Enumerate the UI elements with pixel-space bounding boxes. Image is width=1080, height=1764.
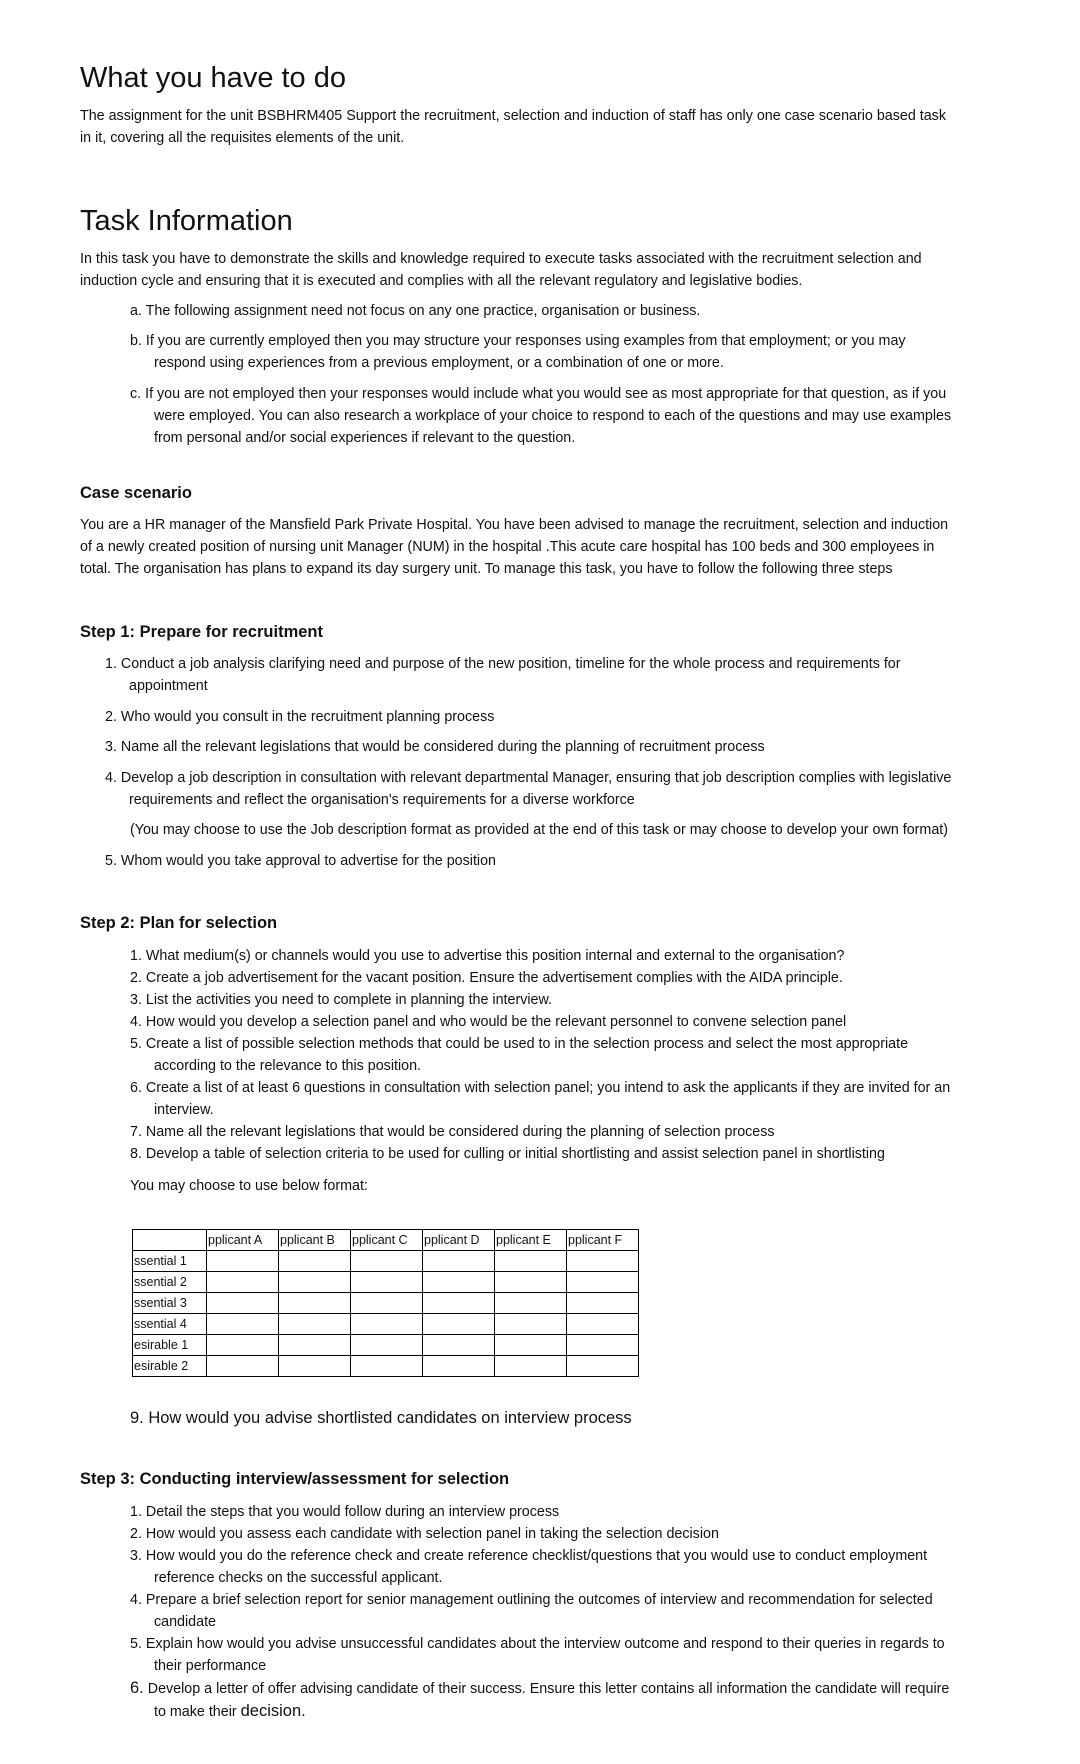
table-cell xyxy=(207,1335,279,1356)
table-cell xyxy=(567,1293,639,1314)
table-row xyxy=(133,1251,639,1272)
step2-item-7: 7. Name all the relevant legislations that would be considered during the planning of selection process xyxy=(130,1124,775,1140)
selection-criteria-table xyxy=(132,1229,639,1377)
table-cell xyxy=(423,1356,495,1377)
step3-item-5: 5. Explain how would you advise unsuccessful candidates about the interview outcome and respond to their queries in regards to their performance xyxy=(130,1636,945,1674)
column-header: pplicant C xyxy=(351,1230,423,1251)
task-info-item-c: c. If you are not employed then your responses would include what you would see as most appropriate for that question, as if you were employed. You can also research a workplace of your choice to respond to each of the questions and may use examples from personal and/or social experiences if relevant to the question. xyxy=(130,386,952,446)
heading-case-scenario: Case scenario xyxy=(80,484,192,502)
table-row xyxy=(133,1314,639,1335)
row-header: esirable 1 xyxy=(133,1335,207,1356)
table-cell xyxy=(423,1251,495,1272)
table-row xyxy=(133,1335,639,1356)
step1-item-3: 3. Name all the relevant legislations that would be considered during the planning of recruitment process xyxy=(105,739,765,755)
step1-item-1: 1. Conduct a job analysis clarifying need and purpose of the new position, timeline for the whole process and requirements for appointment xyxy=(105,656,901,694)
row-header: ssential 2 xyxy=(133,1272,207,1293)
table-cell xyxy=(567,1335,639,1356)
column-header: pplicant A xyxy=(207,1230,279,1251)
step1-item-2: 2. Who would you consult in the recruitment planning process xyxy=(105,709,495,725)
step3-item-1: 1. Detail the steps that you would follow during an interview process xyxy=(130,1504,560,1520)
table-cell xyxy=(423,1335,495,1356)
case-scenario-body: You are a HR manager of the Mansfield Park Private Hospital. You have been advised to manage the recruitment, selection and induction of a newly created position of nursing unit Manager (NUM) in the hospital .This acute care hospital has 100 beds and 300 employees in total. The organisation has plans to expand its day surgery unit. To manage this task, you have to follow the following three steps xyxy=(80,517,949,577)
task-information-body: In this task you have to demonstrate the skills and knowledge required to execute tasks associated with the recruitment selection and induction cycle and ensuring that it is executed and complies with all the relevant regulatory and legislative bodies. xyxy=(80,251,922,289)
row-header: esirable 2 xyxy=(133,1356,207,1377)
format-note: You may choose to use below format: xyxy=(130,1178,368,1194)
table-row xyxy=(133,1272,639,1293)
step1-item-5: 5. Whom would you take approval to advertise for the position xyxy=(105,853,496,869)
table-cell xyxy=(495,1356,567,1377)
table-cell xyxy=(351,1251,423,1272)
step3-list xyxy=(130,1501,1050,1723)
task-info-item-b: b. If you are currently employed then you may structure your responses using examples from that employment; or you may respond using experiences from a previous employment, or a combination of one or more. xyxy=(130,333,906,371)
table-cell xyxy=(279,1356,351,1377)
table-cell xyxy=(423,1272,495,1293)
table-cell xyxy=(567,1314,639,1335)
table-cell xyxy=(279,1293,351,1314)
step3-item-6: 6. Develop a letter of offer advising candidate of their success. Ensure this letter contains all information the candidate will require to make their decision. xyxy=(130,1679,950,1720)
table-row xyxy=(133,1356,639,1377)
column-header: pplicant E xyxy=(495,1230,567,1251)
what-you-have-to-do-body: The assignment for the unit BSBHRM405 Support the recruitment, selection and induction of staff has only one case scenario based task in it, covering all the requisites elements of the unit. xyxy=(80,108,946,146)
step3-item-4: 4. Prepare a brief selection report for senior management outlining the outcomes of interview and recommendation for selected candidate xyxy=(130,1592,933,1630)
step2-item-8: 8. Develop a table of selection criteria to be used for culling or initial shortlisting and assist selection panel in shortlisting xyxy=(130,1146,885,1162)
table-cell xyxy=(567,1272,639,1293)
table-cell xyxy=(495,1272,567,1293)
step2-item-3: 3. List the activities you need to complete in planning the interview. xyxy=(130,992,553,1008)
table-cell xyxy=(207,1272,279,1293)
step2-item-6: 6. Create a list of at least 6 questions in consultation with selection panel; you intend to ask the applicants if they are invited for an interview. xyxy=(130,1080,951,1118)
step2-list xyxy=(130,945,1050,1165)
table-cell xyxy=(351,1272,423,1293)
table-cell xyxy=(495,1251,567,1272)
table-cell xyxy=(423,1314,495,1335)
step2-item-4: 4. How would you develop a selection panel and who would be the relevant personnel to convene selection panel xyxy=(130,1014,847,1030)
table-cell xyxy=(351,1356,423,1377)
table-row xyxy=(133,1293,639,1314)
step1-item-4: 4. Develop a job description in consultation with relevant departmental Manager, ensuring that job description complies with legislative requirements and reflect the organisation's requirements for a diverse workforce xyxy=(105,770,952,808)
table-cell xyxy=(279,1335,351,1356)
table-corner-cell xyxy=(133,1230,207,1251)
step2-item-5: 5. Create a list of possible selection methods that could be used to in the selection process and select the most appropriate according to the relevance to this position. xyxy=(130,1036,909,1074)
table-cell xyxy=(207,1251,279,1272)
table-cell xyxy=(351,1335,423,1356)
heading-step-3: Step 3: Conducting interview/assessment for selection xyxy=(80,1470,510,1488)
heading-task-information: Task Information xyxy=(80,205,293,237)
step2-item-1: 1. What medium(s) or channels would you use to advertise this position internal and external to the organisation? xyxy=(130,948,845,964)
step2-item-2: 2. Create a job advertisement for the vacant position. Ensure the advertisement complies with the AIDA principle. xyxy=(130,970,843,986)
table-cell xyxy=(495,1314,567,1335)
step2-item-9: 9. How would you advise shortlisted candidates on interview process xyxy=(130,1409,632,1427)
step3-item-3: 3. How would you do the reference check and create reference checklist/questions that you would use to conduct employment reference checks on the successful applicant. xyxy=(130,1548,928,1586)
table-cell xyxy=(207,1356,279,1377)
row-header: ssential 4 xyxy=(133,1314,207,1335)
heading-step-1: Step 1: Prepare for recruitment xyxy=(80,623,323,641)
row-header: ssential 3 xyxy=(133,1293,207,1314)
task-info-item-a: a. The following assignment need not focus on any one practice, organisation or business. xyxy=(130,303,701,319)
table-cell xyxy=(207,1293,279,1314)
column-header: pplicant F xyxy=(567,1230,639,1251)
table-cell xyxy=(279,1251,351,1272)
table-cell xyxy=(279,1272,351,1293)
table-cell xyxy=(495,1293,567,1314)
column-header: pplicant B xyxy=(279,1230,351,1251)
step3-item-2: 2. How would you assess each candidate with selection panel in taking the selection decision xyxy=(130,1526,719,1542)
table-cell xyxy=(207,1314,279,1335)
heading-what-you-have-to-do: What you have to do xyxy=(80,62,346,94)
table-cell xyxy=(351,1293,423,1314)
table-cell xyxy=(567,1356,639,1377)
row-header: ssential 1 xyxy=(133,1251,207,1272)
table-header-row xyxy=(133,1230,639,1251)
heading-step-2: Step 2: Plan for selection xyxy=(80,914,278,932)
table-cell xyxy=(279,1314,351,1335)
step1-note: (You may choose to use the Job description format as provided at the end of this task or may choose to develop your own format) xyxy=(130,822,949,838)
column-header: pplicant D xyxy=(423,1230,495,1251)
table-cell xyxy=(351,1314,423,1335)
table-cell xyxy=(423,1293,495,1314)
table-cell xyxy=(567,1251,639,1272)
table-cell xyxy=(495,1335,567,1356)
